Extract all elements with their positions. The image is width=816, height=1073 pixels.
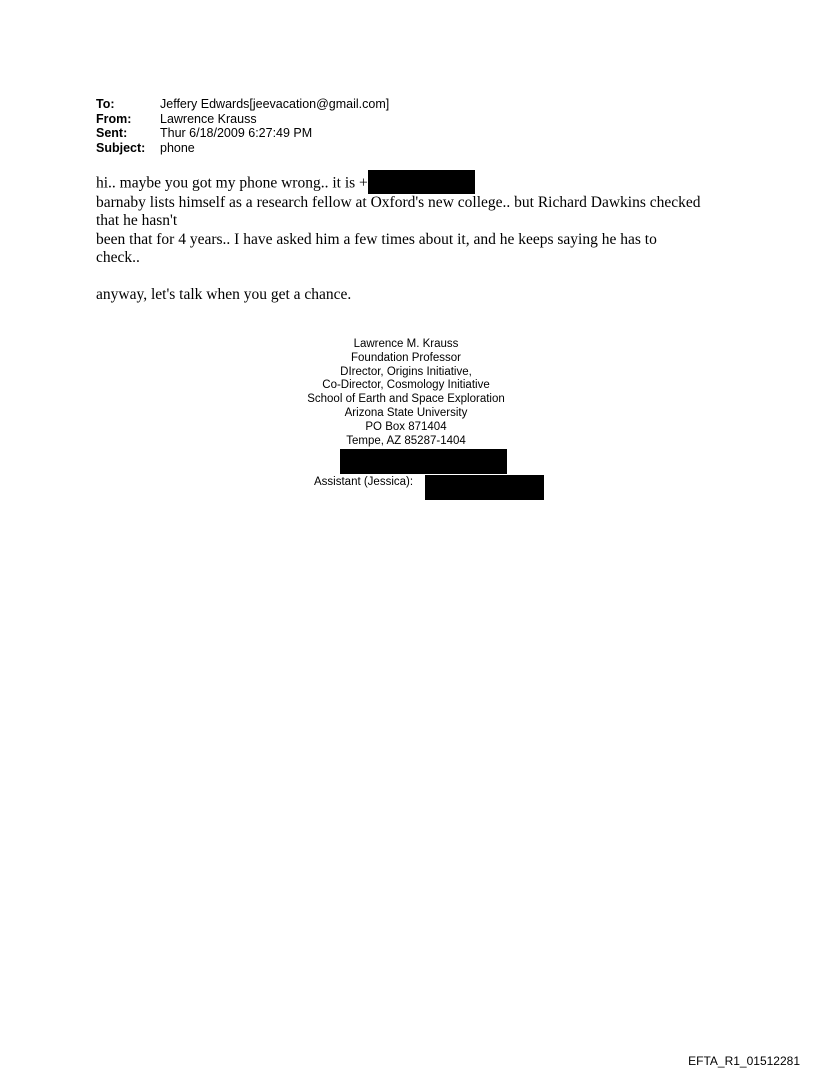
from-label: From: [96, 111, 132, 126]
body-line-4: been that for 4 years.. I have asked him a few times about it, and he keeps saying he has to [96, 230, 657, 248]
sent-row [96, 126, 389, 141]
signature-title-3: Co-Director, Cosmology Initiative [322, 379, 490, 392]
redaction-box [425, 475, 544, 500]
assistant-label: Assistant (Jessica): [314, 476, 414, 489]
from-value: Lawrence Krauss [160, 111, 257, 126]
to-row [96, 97, 389, 112]
sent-value: Thur 6/18/2009 6:27:49 PM [160, 126, 313, 140]
signature-title-2: DIrector, Origins Initiative, [340, 365, 472, 378]
body-line-1-text: hi.. maybe you got my phone wrong.. it is + [96, 174, 368, 192]
signature-title-1: Foundation Professor [351, 351, 461, 364]
signature-school: School of Earth and Space Exploration [307, 393, 505, 406]
email-body [96, 174, 736, 304]
body-line-1 [96, 174, 736, 194]
signature-po-box: PO Box 871404 [365, 420, 447, 433]
email-header [96, 97, 389, 155]
signature-assistant-row [256, 474, 556, 500]
body-line-6: anyway, let's talk when you get a chance. [96, 285, 352, 303]
signature-redacted-row [256, 448, 556, 474]
sent-label: Sent: [96, 126, 128, 140]
body-line-2: barnaby lists himself as a research fellow at Oxford's new college.. but Richard Dawkins checked [96, 194, 701, 211]
subject-row [96, 141, 389, 156]
signature-name: Lawrence M. Krauss [353, 338, 459, 350]
subject-label: Subject: [96, 140, 146, 155]
redaction-box [340, 449, 507, 474]
email-signature [256, 338, 556, 500]
to-value: Jeffery Edwards[jeevacation@gmail.com] [160, 97, 390, 111]
redaction-box [368, 170, 475, 194]
body-line-3: that he hasn't [96, 212, 178, 230]
paragraph-gap [96, 268, 736, 286]
from-row [96, 112, 389, 127]
signature-university: Arizona State University [344, 406, 468, 419]
document-id: EFTA_R1_01512281 [688, 1054, 800, 1068]
body-line-5: check.. [96, 249, 140, 267]
to-label: To: [96, 97, 115, 111]
subject-value: phone [160, 140, 195, 155]
signature-city: Tempe, AZ 85287-1404 [346, 434, 466, 447]
